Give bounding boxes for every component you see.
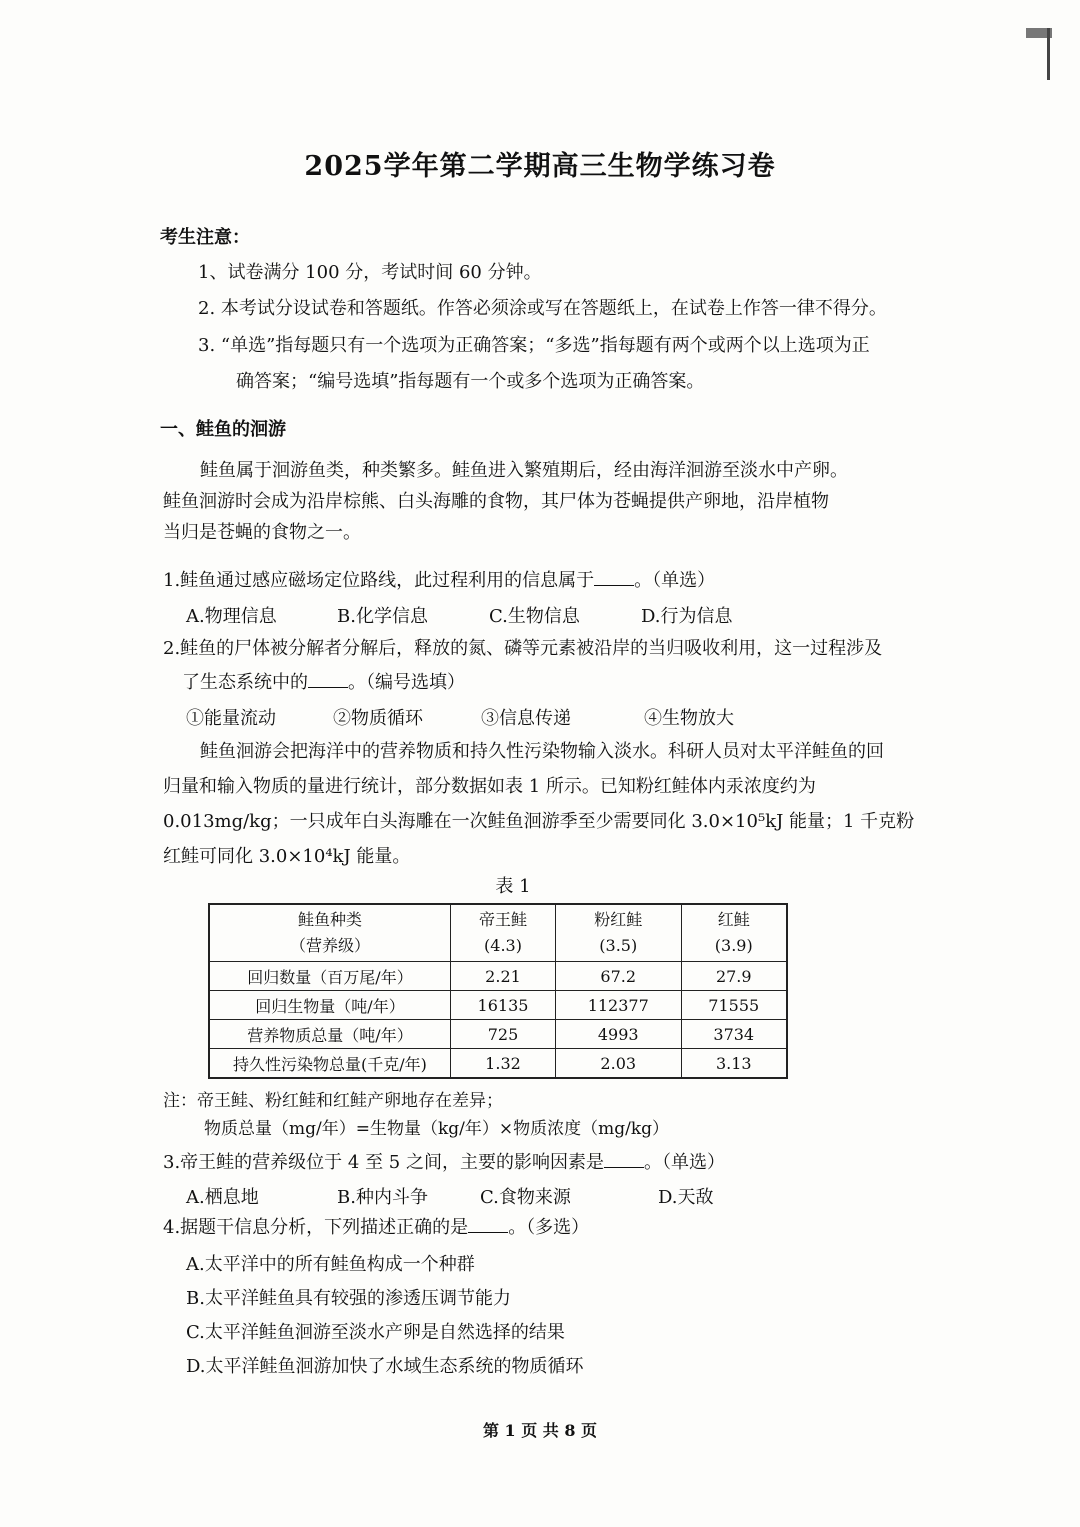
answer-blank <box>468 1214 508 1233</box>
question-4-text: 4.据题干信息分析，下列描述正确的是 <box>163 1217 469 1238</box>
question-1-text: 1.鲑鱼通过感应磁场定位路线，此过程利用的信息属于 <box>163 570 595 591</box>
intro-line-1: 鲑鱼属于洄游鱼类，种类繁多。鲑鱼进入繁殖期后，经由海洋洄游至淡水中产卵。 <box>200 460 848 481</box>
table-header-pink: 粉红鲑 (3.5) <box>555 904 681 962</box>
notice-item-3-cont: 确答案；“编号选填”指每题有一个或多个选项为正确答案。 <box>236 371 705 392</box>
table-cell: 725 <box>451 1020 556 1049</box>
table-header-chinook: 帝王鲑 (4.3) <box>451 904 556 962</box>
section-heading: 一、鲑鱼的洄游 <box>160 419 286 440</box>
table-cell: 67.2 <box>555 962 681 991</box>
table-header-species: 鲑鱼种类 （营养级） <box>209 904 451 962</box>
q2-option-4: ④生物放大 <box>644 708 734 729</box>
table-note-2: 物质总量（mg/年）=生物量（kg/年）×物质浓度（mg/kg） <box>204 1119 670 1139</box>
q4-option-b: B.太平洋鲑鱼具有较强的渗透压调节能力 <box>186 1288 511 1309</box>
q4-option-c: C.太平洋鲑鱼洄游至淡水产卵是自然选择的结果 <box>186 1322 565 1343</box>
q1-option-d: D.行为信息 <box>641 606 733 627</box>
question-3-type: 。（单选） <box>643 1152 725 1173</box>
notice-item-2: 2. 本考试分设试卷和答题纸。作答必须涂或写在答题纸上，在试卷上作答一律不得分。 <box>198 298 887 319</box>
para2-line-4: 红鲑可同化 3.0×10⁴kJ 能量。 <box>163 846 411 867</box>
q1-option-b: B.化学信息 <box>337 606 428 627</box>
question-4-stem <box>163 1214 589 1241</box>
intro-line-2: 鲑鱼洄游时会成为沿岸棕熊、白头海雕的食物，其尸体为苍蝇提供产卵地，沿岸植物 <box>163 491 829 512</box>
table-row <box>209 962 787 991</box>
question-1-stem <box>163 567 715 594</box>
intro-line-3: 当归是苍蝇的食物之一。 <box>163 522 361 543</box>
para2-line-2: 归量和输入物质的量进行统计，部分数据如表 1 所示。已知粉红鲑体内汞浓度约为 <box>163 776 816 797</box>
q4-option-a: A.太平洋中的所有鲑鱼构成一个种群 <box>186 1254 475 1275</box>
table-cell: 3.13 <box>681 1049 787 1079</box>
table-row <box>209 1049 787 1079</box>
para2-line-1: 鲑鱼洄游会把海洋中的营养物质和持久性污染物输入淡水。科研人员对太平洋鲑鱼的回 <box>200 741 884 762</box>
table-cell: 3734 <box>681 1020 787 1049</box>
table-cell: 2.03 <box>555 1049 681 1079</box>
notice-heading: 考生注意： <box>160 227 250 248</box>
salmon-data-table <box>208 903 788 1079</box>
answer-blank <box>308 669 348 688</box>
question-2-text: 了生态系统中的 <box>182 672 308 693</box>
q3-option-d: D.天敌 <box>658 1187 714 1208</box>
table-row-label: 营养物质总量（吨/年） <box>209 1020 451 1049</box>
para2-line-3: 0.013mg/kg；一只成年白头海雕在一次鲑鱼洄游季至少需要同化 3.0×10⁵kJ 能量；1 千克粉 <box>163 811 915 832</box>
question-3-stem <box>163 1149 725 1176</box>
q1-option-c: C.生物信息 <box>489 606 580 627</box>
q3-option-a: A.栖息地 <box>186 1187 259 1208</box>
page-title: 2025学年第二学期高三生物学练习卷 <box>304 151 776 182</box>
question-3-text: 3.帝王鲑的营养级位于 4 至 5 之间，主要的影响因素是 <box>163 1152 604 1173</box>
answer-blank <box>594 567 634 586</box>
q2-option-2: ②物质循环 <box>333 708 423 729</box>
table-cell: 27.9 <box>681 962 787 991</box>
table-caption: 表 1 <box>495 876 531 897</box>
table-cell: 71555 <box>681 991 787 1020</box>
page-footer: 第 1 页 共 8 页 <box>482 1421 598 1440</box>
q1-option-a: A.物理信息 <box>186 606 277 627</box>
table-cell: 4993 <box>555 1020 681 1049</box>
table-cell: 2.21 <box>451 962 556 991</box>
q3-option-c: C.食物来源 <box>480 1187 571 1208</box>
table-row-label: 回归生物量（吨/年） <box>209 991 451 1020</box>
question-4-type: 。（多选） <box>508 1217 590 1238</box>
q2-option-1: ①能量流动 <box>186 708 276 729</box>
notice-item-1: 1、试卷满分 100 分，考试时间 60 分钟。 <box>198 262 542 283</box>
q3-option-b: B.种内斗争 <box>337 1187 428 1208</box>
table-cell: 112377 <box>555 991 681 1020</box>
table-row <box>209 1020 787 1049</box>
table-header-row <box>209 904 787 962</box>
question-1-type: 。（单选） <box>634 570 716 591</box>
question-2-type: 。（编号选填） <box>348 672 465 693</box>
table-note-1: 注：帝王鲑、粉红鲑和红鲑产卵地存在差异； <box>163 1091 503 1111</box>
q4-option-d: D.太平洋鲑鱼洄游加快了水域生态系统的物质循环 <box>186 1356 584 1377</box>
table-row-label: 持久性污染物总量(千克/年) <box>209 1049 451 1079</box>
answer-blank <box>604 1149 644 1168</box>
table-cell: 16135 <box>451 991 556 1020</box>
table-header-sockeye: 红鲑 (3.9) <box>681 904 787 962</box>
table-row-label: 回归数量（百万尾/年） <box>209 962 451 991</box>
question-2-stem-line2 <box>182 669 465 696</box>
table-cell: 1.32 <box>451 1049 556 1079</box>
table-row <box>209 991 787 1020</box>
q2-option-3: ③信息传递 <box>481 708 571 729</box>
question-2-stem-line1: 2.鲑鱼的尸体被分解者分解后，释放的氮、磷等元素被沿岸的当归吸收利用，这一过程涉及 <box>163 638 883 659</box>
notice-item-3: 3. “单选”指每题只有一个选项为正确答案；“多选”指每题有两个或两个以上选项为正 <box>198 335 870 356</box>
